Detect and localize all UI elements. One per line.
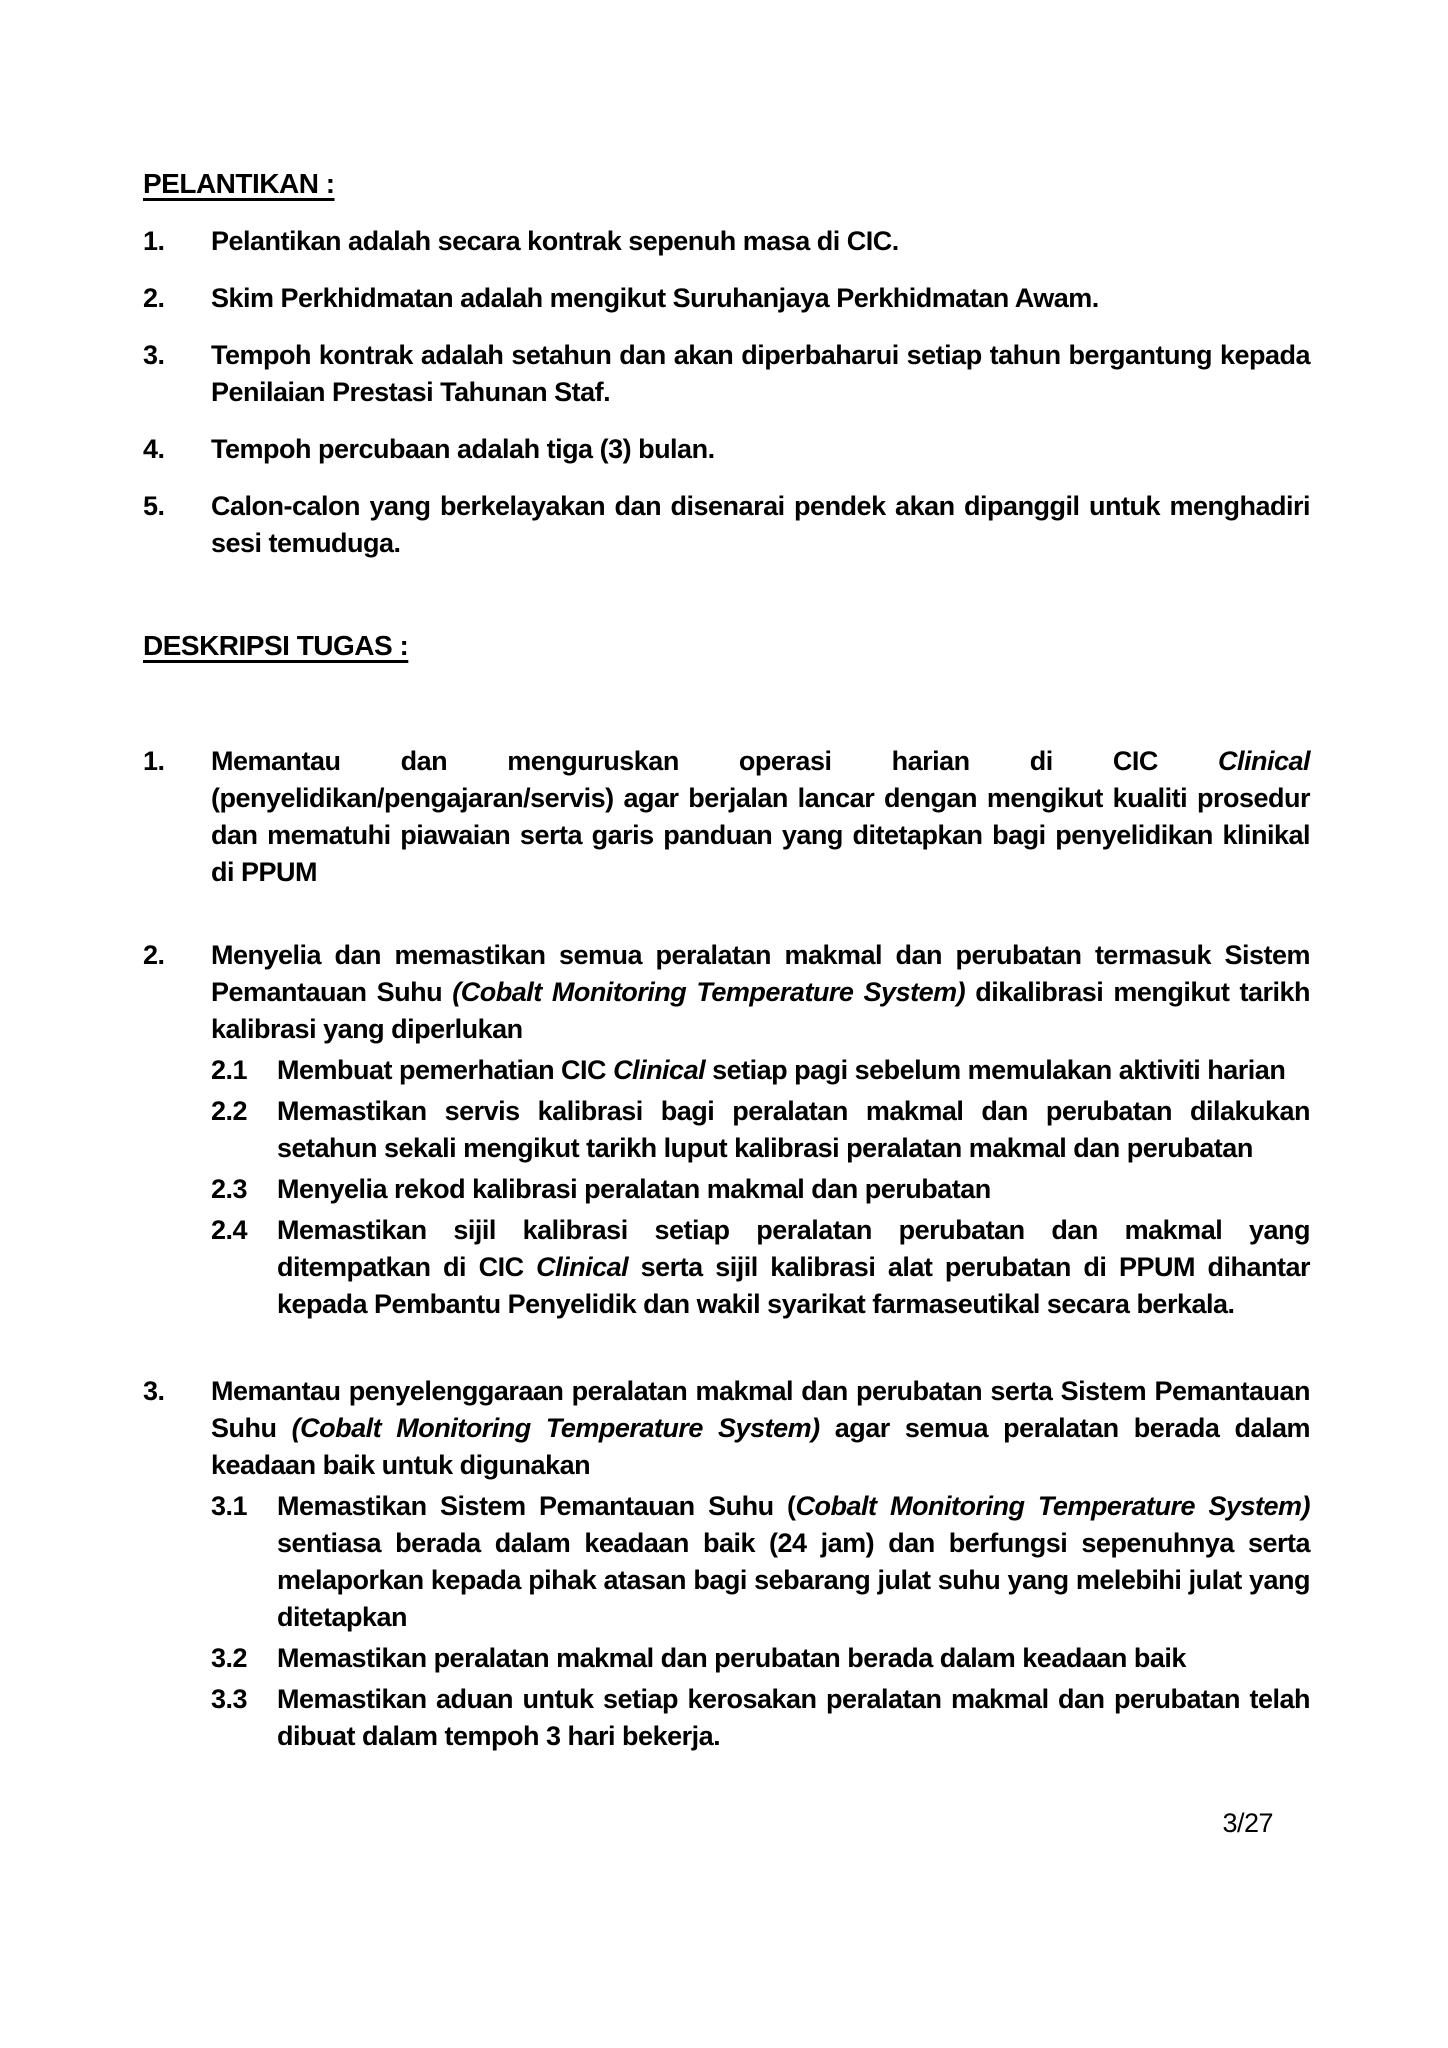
text-run: sentiasa berada dalam keadaan baik (24 jam) dan berfungsi sepenuhnya serta melaporkan kepada pihak atasan bagi sebarang julat suhu yang melebihi julat yang ditetapkan <box>277 1528 1310 1632</box>
list-item-number: 2. <box>143 940 165 970</box>
sub-list <box>211 1488 1310 1755</box>
list-item <box>143 431 1310 468</box>
list-item-body <box>211 937 1310 1327</box>
list-item-body <box>211 337 1310 411</box>
text-run: Memastikan peralatan makmal dan perubatan berada dalam keadaan baik <box>277 1643 1186 1673</box>
text-run: agar semua peralatan berada dalam keadaan baik untuk digunakan <box>211 1413 1311 1480</box>
sub-list-item-text <box>277 1212 1310 1323</box>
sub-list-item-text <box>277 1052 1285 1089</box>
list-item-body <box>211 431 1310 468</box>
list-item <box>143 1373 1310 1759</box>
sub-list-item-text <box>277 1488 1310 1636</box>
text-run: (penyelidikan/pengajaran/servis) agar berjalan lancar dengan mengikut kualiti prosedur dan mematuhi piawaian serta garis panduan yang ditetapkan bagi penyelidikan klinikal di PPUM <box>211 783 1310 887</box>
text-run: Menyelia dan memastikan semua peralatan makmal dan perubatan termasuk Sistem Pemantauan Suhu <box>211 940 1310 1007</box>
sub-list-item <box>211 1640 1310 1677</box>
sub-list-item-number: 2.1 <box>211 1055 248 1085</box>
italic-text-run: (Cobalt Monitoring Temperature System) <box>291 1413 820 1443</box>
sub-list-item <box>211 1212 1310 1323</box>
sub-list-item <box>211 1052 1310 1089</box>
text-run: Memastikan Sistem Pemantauan Suhu ( <box>277 1491 796 1521</box>
deskripsi-tugas-list <box>143 743 1310 1759</box>
sub-list-item <box>211 1093 1310 1167</box>
text-run: Memantau dan menguruskan operasi harian di CIC <box>211 746 1218 776</box>
list-item-number: 3. <box>143 1376 165 1406</box>
text-run: Pelantikan adalah secara kontrak sepenuh masa di CIC. <box>211 226 899 256</box>
list-item-text <box>211 1373 1310 1484</box>
text-run: Memastikan servis kalibrasi bagi peralatan makmal dan perubatan dilakukan setahun sekali mengikut tarikh luput kalibrasi peralatan makmal dan perubatan <box>277 1096 1310 1163</box>
sub-list-item-text <box>277 1171 991 1208</box>
list-item <box>143 337 1310 411</box>
text-run: Tempoh percubaan adalah tiga (3) bulan. <box>211 434 715 464</box>
italic-text-run: Clinical <box>1217 746 1310 776</box>
text-run: setiap pagi sebelum memulakan aktiviti harian <box>705 1055 1286 1085</box>
list-item <box>143 280 1310 317</box>
text-run: serta sijil kalibrasi alat perubatan di PPUM dihantar kepada Pembantu Penyelidik dan wakil syarikat farmaseutikal secara berkala. <box>277 1252 1310 1319</box>
text-run: Menyelia rekod kalibrasi peralatan makmal dan perubatan <box>277 1174 991 1204</box>
list-item-number: 4. <box>143 434 165 464</box>
list-item-text <box>211 488 1310 562</box>
sub-list-item <box>211 1681 1310 1755</box>
list-item-number: 1. <box>143 746 165 776</box>
list-item-number: 1. <box>143 226 165 256</box>
text-run: dikalibrasi mengikut tarikh kalibrasi yang diperlukan <box>211 977 1310 1044</box>
text-run: Memastikan sijil kalibrasi setiap peralatan perubatan dan makmal yang ditempatkan di CIC <box>277 1215 1310 1282</box>
list-item-text <box>211 280 1310 317</box>
list-item-body <box>211 223 1310 260</box>
page-number: 3/27 <box>1222 1808 1273 1838</box>
sub-list-item-number: 3.1 <box>211 1491 248 1521</box>
text-run: Skim Perkhidmatan adalah mengikut Suruhanjaya Perkhidmatan Awam. <box>211 283 1099 313</box>
list-item <box>143 223 1310 260</box>
sub-list-item-number: 2.3 <box>211 1174 248 1204</box>
list-item-body <box>211 280 1310 317</box>
italic-text-run: Cobalt Monitoring Temperature System) <box>795 1491 1310 1521</box>
sub-list-item-text <box>277 1093 1310 1167</box>
list-item-body <box>211 488 1310 562</box>
italic-text-run: Clinical <box>536 1252 629 1282</box>
sub-list-item <box>211 1488 1310 1636</box>
italic-text-run: Clinical <box>613 1055 706 1085</box>
list-item <box>143 488 1310 562</box>
list-item-text <box>211 223 1310 260</box>
sub-list-item-text <box>277 1681 1310 1755</box>
italic-text-run: (Cobalt Monitoring Temperature System) <box>452 977 966 1007</box>
text-run: Calon-calon yang berkelayakan dan disenarai pendek akan dipanggil untuk menghadiri sesi temuduga. <box>211 491 1310 558</box>
list-item-body <box>211 1373 1310 1759</box>
list-item-number: 2. <box>143 283 165 313</box>
list-item-text <box>211 743 1310 891</box>
list-item <box>143 743 1310 891</box>
sub-list-item-text <box>277 1640 1186 1677</box>
section-heading-pelantikan: PELANTIKAN : <box>143 168 335 199</box>
sub-list-item-number: 3.2 <box>211 1643 248 1673</box>
text-run: Memastikan aduan untuk setiap kerosakan peralatan makmal dan perubatan telah dibuat dalam tempoh 3 hari bekerja. <box>277 1684 1310 1751</box>
sub-list-item-number: 2.4 <box>211 1215 248 1245</box>
list-item-body <box>211 743 1310 891</box>
list-item-number: 5. <box>143 491 165 521</box>
list-item-number: 3. <box>143 340 165 370</box>
text-run: Membuat pemerhatian CIC <box>277 1055 614 1085</box>
section-heading-deskripsi-tugas: DESKRIPSI TUGAS : <box>143 630 409 661</box>
list-item <box>143 937 1310 1327</box>
sub-list-item-number: 3.3 <box>211 1684 248 1714</box>
list-item-text <box>211 431 1310 468</box>
text-run: Tempoh kontrak adalah setahun dan akan diperbaharui setiap tahun bergantung kepada Penilaian Prestasi Tahunan Staf. <box>211 340 1310 407</box>
pelantikan-list <box>143 223 1310 562</box>
sub-list-item <box>211 1171 1310 1208</box>
list-item-text <box>211 337 1310 411</box>
sub-list <box>211 1052 1310 1323</box>
text-run: Memantau penyelenggaraan peralatan makmal dan perubatan serta Sistem Pemantauan Suhu <box>211 1376 1310 1443</box>
sub-list-item-number: 2.2 <box>211 1096 248 1126</box>
list-item-text <box>211 937 1310 1048</box>
